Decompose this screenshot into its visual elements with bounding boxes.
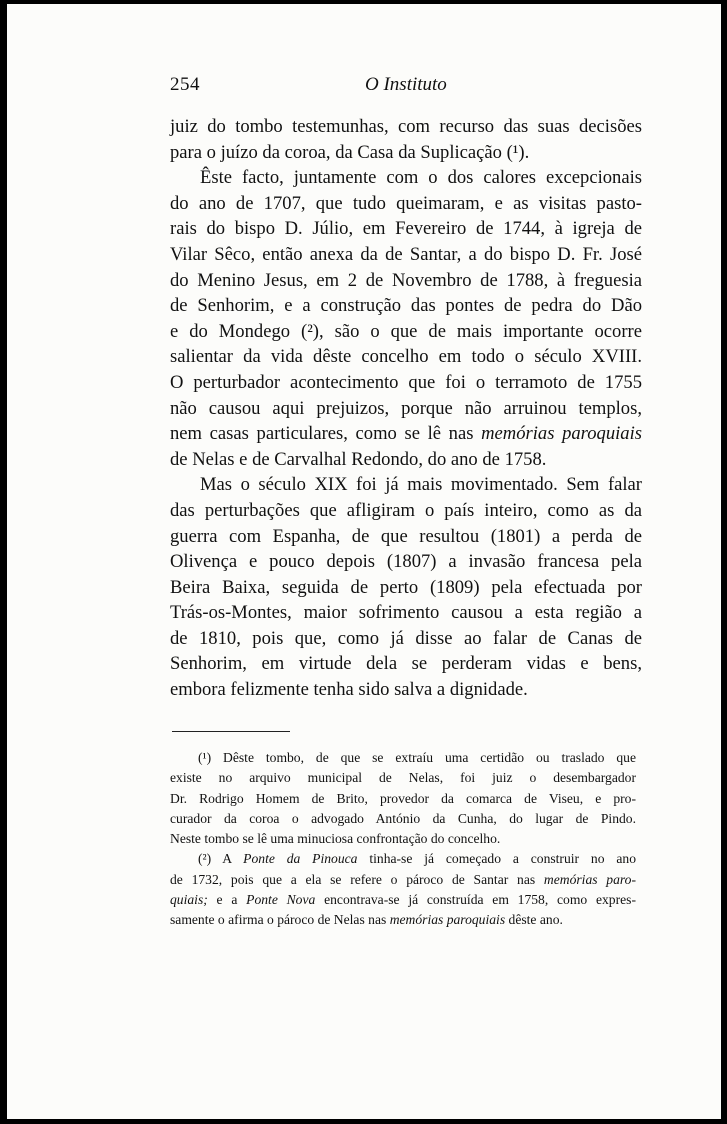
text-line: e do Mondego (²), são o que de mais importante ocorre (170, 320, 642, 342)
text-fragment: tinha-se já começado a construir no ano (369, 851, 636, 867)
text-fragment: de 1732, pois que a ela se refere o pároco de Santar nas (170, 871, 536, 887)
italic-title: memórias paroquiais (389, 912, 506, 928)
scan-border-left (0, 0, 7, 1124)
text-fragment: encontrava-se já construída em 1758, como expres- (324, 892, 636, 908)
text-line: rais do bispo D. Júlio, em Fevereiro de 1744, à igreja de (170, 218, 642, 240)
text-line: de Senhorim, e a construção das pontes de pedra do Dão (170, 295, 642, 317)
page-number: 254 (170, 74, 200, 95)
text-line: Vilar Sêco, então anexa da de Santar, a do bispo D. Fr. José (170, 243, 642, 265)
paragraph-start-line: Êste facto, juntamente com o dos calores excepcionais (200, 167, 642, 189)
text-fragment: (²) A (198, 851, 232, 867)
footnote-line: existe no arquivo municipal de Nelas, foi juiz o desembargador (170, 770, 636, 786)
footnote-line: Dr. Rodrigo Homem de Brito, provedor da comarca de Viseu, e pro- (170, 790, 636, 806)
italic-title: quiais; (170, 892, 208, 908)
text-line: das perturbações que afligiram o país inteiro, como as da (170, 499, 642, 521)
italic-title: memórias paroquiais (481, 423, 642, 445)
italic-title: Ponte Nova (246, 892, 316, 908)
text-line: do Menino Jesus, em 2 de Novembro de 1788, à freguesia (170, 269, 642, 291)
text-fragment: samente o afirma o pároco de Nelas nas (170, 912, 387, 928)
scan-border-top (0, 0, 727, 4)
italic-title: memórias paro- (543, 871, 636, 887)
footnote-line: curador da coroa o advogado António da Cunha, do lugar de Pindo. (170, 810, 636, 826)
italic-title: Ponte da Pinouca (243, 851, 358, 867)
running-title: O Instituto (365, 74, 447, 95)
paragraph-start-line: Mas o século XIX foi já mais movimentado. Sem falar (200, 474, 642, 496)
footnote-line (170, 910, 636, 930)
text-line: de Nelas e de Carvalhal Redondo, do ano de 1758. (170, 448, 547, 470)
text-line: salientar da vida dêste concelho em todo o século XVIII. (170, 346, 642, 368)
text-line: embora felizmente tenha sido salva a dignidade. (170, 679, 528, 701)
text-line: Olivença e pouco depois (1807) a invasão francesa pela (170, 551, 642, 573)
footnote-line: Neste tombo se lê uma minuciosa confrontação do concelho. (170, 831, 501, 847)
scan-border-right (721, 0, 727, 1124)
footnotes (170, 748, 636, 931)
footnote-separator (172, 731, 290, 732)
footnote-line: (¹) Dêste tombo, de que se extraíu uma certidão ou traslado que (198, 750, 636, 765)
scan-border-bottom (0, 1119, 727, 1124)
text-fragment: e a (216, 892, 238, 908)
footnote-line (170, 870, 636, 890)
text-line: guerra com Espanha, de que resultou (1801) a perda de (170, 525, 642, 547)
text-line: O perturbador acontecimento que foi o terramoto de 1755 (170, 371, 642, 393)
text-line: juiz do tombo testemunhas, com recurso das suas decisões (170, 116, 642, 137)
text-line: não causou aqui prejuizos, porque não arruinou templos, (170, 397, 642, 419)
page-header (170, 74, 642, 104)
text-line (170, 421, 642, 447)
footnote-line (170, 890, 636, 910)
text-line: Beira Baixa, seguida de perto (1809) pela efectuada por (170, 576, 642, 598)
footnote-line (170, 849, 636, 869)
text-line: para o juízo da coroa, da Casa da Suplicação (¹). (170, 141, 530, 163)
text-fragment: dêste ano. (508, 912, 563, 928)
text-line: Senhorim, em virtude dela se perderam vidas e bens, (170, 653, 642, 675)
text-fragment: nem casas particulares, como se lê nas (170, 423, 474, 445)
text-line: Trás-os-Montes, maior sofrimento causou a esta região a (170, 602, 642, 624)
text-line: de 1810, pois que, como já disse ao falar de Canas de (170, 627, 642, 649)
body-text (170, 114, 642, 703)
text-line: do ano de 1707, que tudo queimaram, e as visitas pasto- (170, 192, 642, 214)
